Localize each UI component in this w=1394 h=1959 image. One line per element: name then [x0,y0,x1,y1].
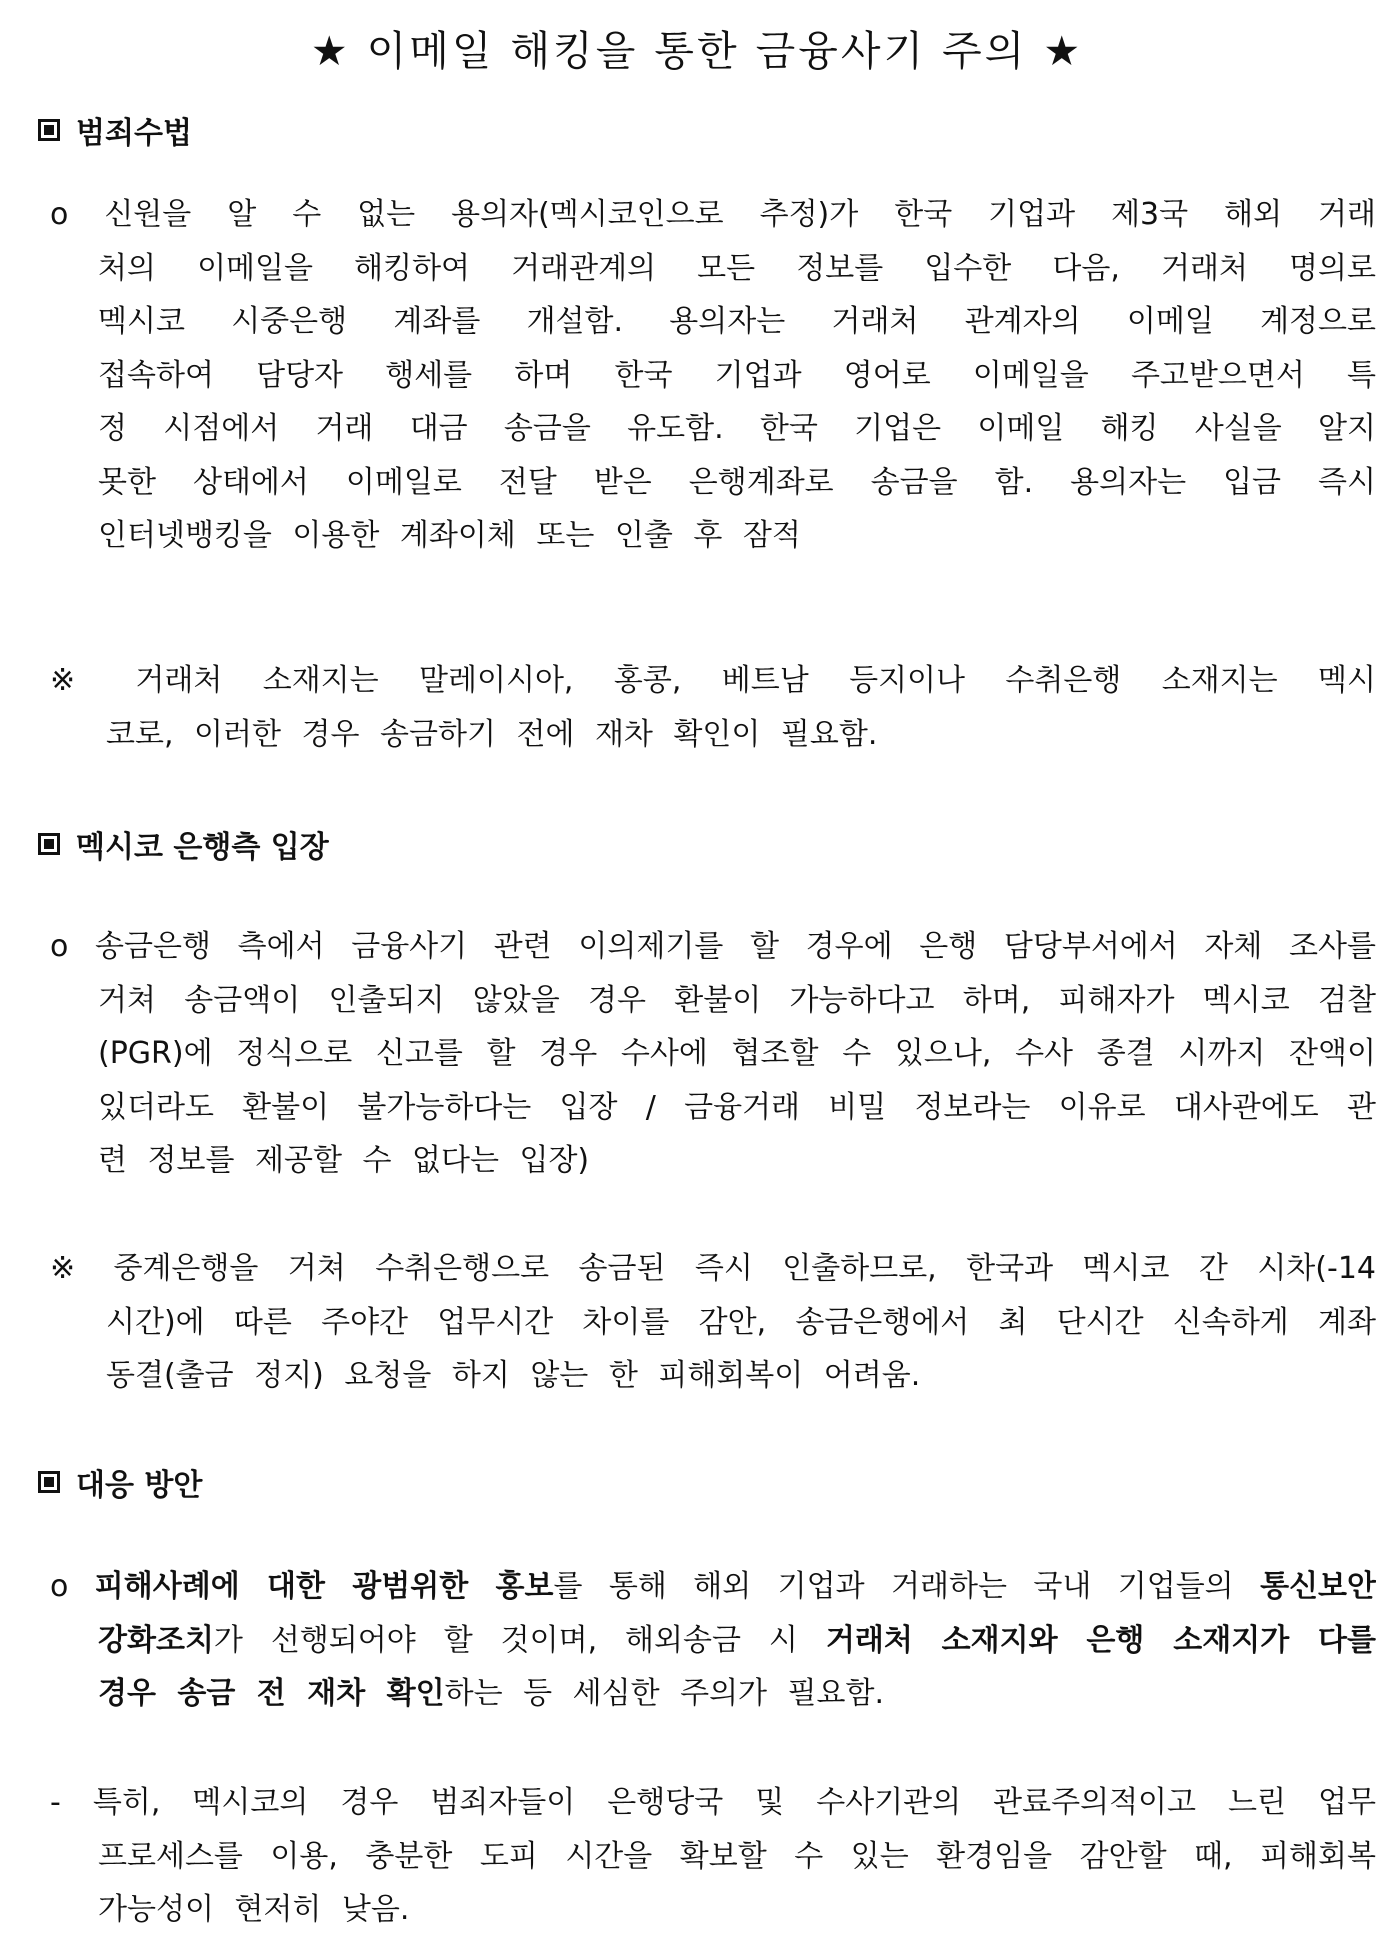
emphasis-text: 경우 송금 전 재차 확인 [98,1676,445,1711]
countermeasures-paragraph [50,1560,1376,1721]
paragraph-line: 멕시코 시중은행 계좌를 개설함. 용의자는 거래처 관계자의 이메일 계정으로 [98,304,1376,339]
plain-text: 하는 등 세심한 주의가 필요함. [444,1676,885,1711]
paragraph-line: 인터넷뱅킹을 이용한 계좌이체 또는 인출 후 잠적 [98,518,801,553]
section-heading-crime-method [38,108,192,152]
paragraph-line: o 신원을 알 수 없는 용의자(멕시코인으로 추정)가 한국 기업과 제3국 해외 거래 [50,197,1376,232]
paragraph-line: 접속하여 담당자 행세를 하며 한국 기업과 영어로 이메일을 주고받으면서 특 [98,357,1376,393]
filled-square-icon [38,1471,60,1493]
paragraph-line: (PGR)에 정식으로 신고를 할 경우 수사에 협조할 수 있으나, 수사 종결 시까지 잔액이 [98,1036,1376,1071]
countermeasures-dash-item [50,1776,1376,1937]
note-line: 동결(출금 정지) 요청을 하지 않는 한 피해회복이 어려움. [106,1358,921,1393]
emphasis-text: 강화조치 [98,1622,214,1658]
note-line: ※ 중계은행을 거쳐 수취은행으로 송금된 즉시 인출하므로, 한국과 멕시코 간 시차(-14 [50,1251,1376,1286]
emphasis-text: 거래처 소재지와 은행 소재지가 다를 [825,1622,1376,1658]
paragraph-line: 련 정보를 제공할 수 없다는 입장) [98,1143,590,1178]
filled-square-icon [38,833,60,855]
crime-method-note [50,654,1376,761]
paragraph-line: 못한 상태에서 이메일로 전달 받은 은행계좌로 송금을 함. 용의자는 입금 즉시 [98,464,1376,500]
bank-position-note [50,1242,1376,1403]
note-line: ※ 거래처 소재지는 말레이시아, 홍콩, 베트남 등지이나 수취은행 소재지는 멕시 [50,663,1376,698]
paragraph-line [50,1667,1376,1721]
paragraph-line: 있더라도 환불이 불가능하다는 입장 / 금융거래 비밀 정보라는 이유로 대사관에도 관 [98,1089,1376,1125]
plain-text: 를 통해 해외 기업과 거래하는 국내 기업들의 [553,1569,1261,1604]
section-heading-countermeasures [38,1460,202,1504]
section-heading-label: 멕시코 은행측 입장 [76,830,329,865]
dash-line: 프로세스를 이용, 충분한 도피 시간을 확보할 수 있는 환경임을 감안할 때, 피해회복 [98,1838,1376,1874]
crime-method-paragraph [50,188,1376,563]
section-heading-bank-position [38,822,329,866]
paragraph-line: o 송금은행 측에서 금융사기 관련 이의제기를 할 경우에 은행 담당부서에서 자체 조사를 [50,929,1376,964]
document-title: ★ 이메일 해킹을 통한 금융사기 주의 ★ [310,27,1084,75]
section-heading-label: 범죄수법 [76,116,192,151]
paragraph-line: 거쳐 송금액이 인출되지 않았을 경우 환불이 가능하다고 하며, 피해자가 멕시코 검찰 [98,982,1376,1018]
paragraph-line: 정 시점에서 거래 대금 송금을 유도함. 한국 기업은 이메일 해킹 사실을 알지 [98,411,1376,446]
filled-square-icon [38,119,60,141]
dash-line: - 특히, 멕시코의 경우 범죄자들이 은행당국 및 수사기관의 관료주의적이고 느린 업무 [50,1785,1376,1820]
bank-position-paragraph [50,920,1376,1188]
paragraph-line [50,1614,1376,1668]
emphasis-text: 피해사례에 대한 광범위한 홍보 [94,1569,554,1604]
note-line: 시간)에 따른 주야간 업무시간 차이를 감안, 송금은행에서 최 단시간 신속하게 계좌 [106,1304,1376,1340]
section-heading-label: 대응 방안 [76,1468,203,1503]
paragraph-line: 처의 이메일을 해킹하여 거래관계의 모든 정보를 입수한 다음, 거래처 명의로 [98,250,1376,286]
dash-line: 가능성이 현저히 낮음. [98,1892,410,1927]
note-line: 코로, 이러한 경우 송금하기 전에 재차 확인이 필요함. [106,716,878,752]
plain-text: 가 선행되어야 할 것이며, 해외송금 시 [213,1622,826,1658]
emphasis-text: 통신보안 [1260,1569,1376,1604]
paragraph-line [50,1560,1376,1614]
line-prefix: o [50,1569,95,1604]
